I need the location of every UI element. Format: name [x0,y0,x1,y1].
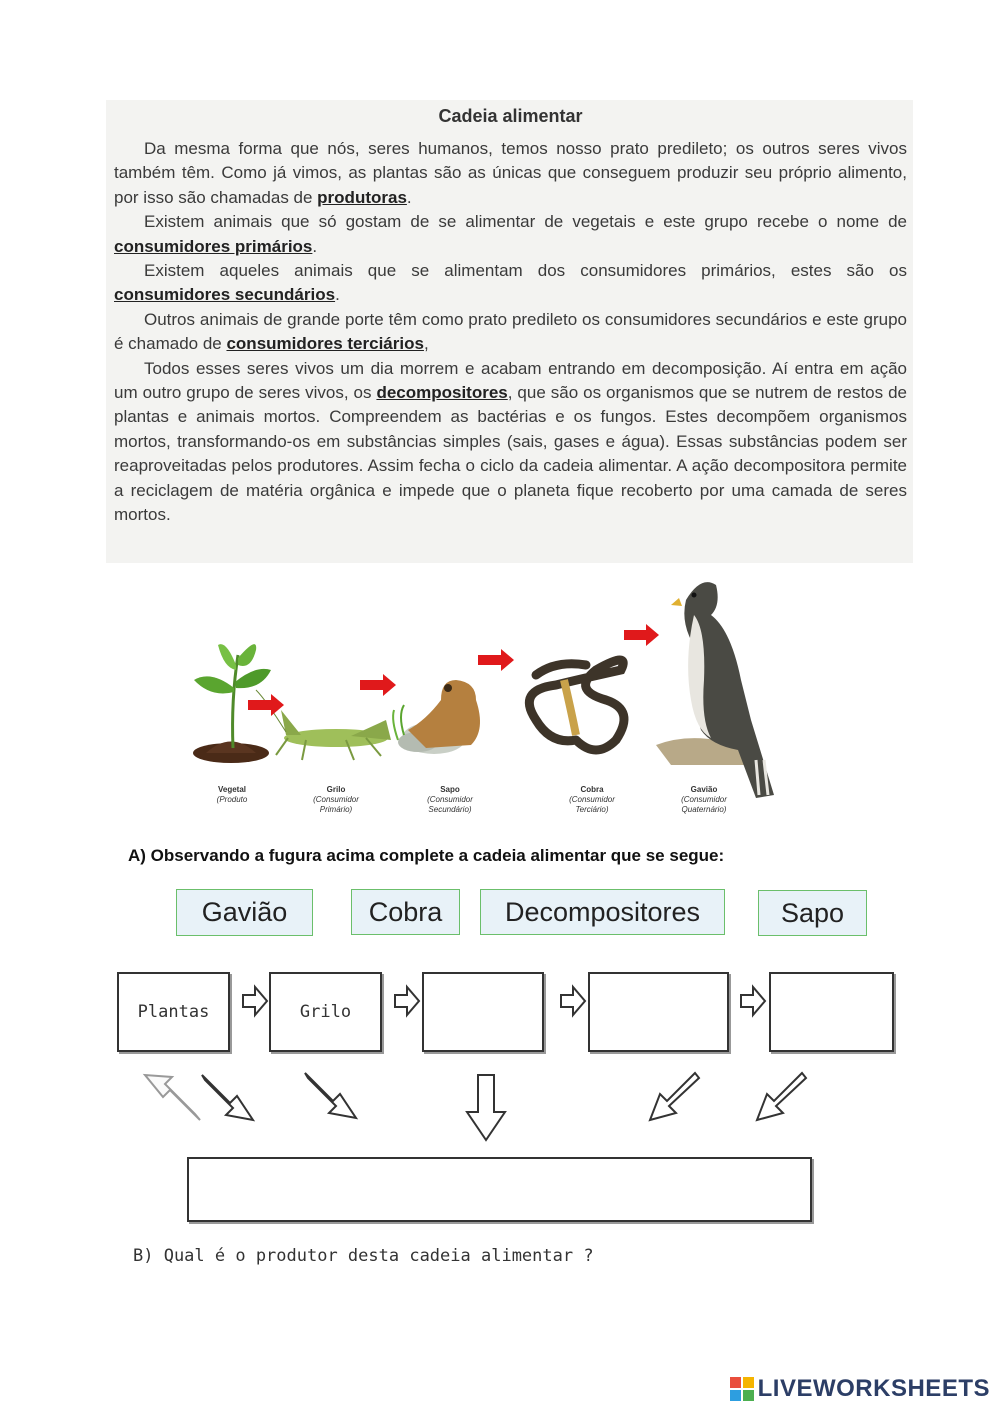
caption-sapo: Sapo (Consumidor Secundário) [427,785,473,814]
right-arrow-2-icon [395,987,419,1015]
frog-icon [393,680,480,754]
food-chain-figure [176,570,790,828]
right-arrow-3-icon [561,987,585,1015]
liveworksheets-icon [730,1377,754,1401]
right-arrow-4-icon [741,987,765,1015]
caption-cobra: Cobra (Consumidor Terciário) [569,785,615,814]
down-left-arrow-2-icon [757,1073,806,1120]
right-arrow-1-icon [243,987,267,1015]
paragraph-4: Outros animais de grande porte têm como prato predileto os consumidores secundários e este grupo é chamado de consumidores terciários, [114,309,907,354]
paragraph-1: Da mesma forma que nós, seres humanos, temos nosso prato predileto; os outros seres vivos também têm. Como já vimos, as plantas são as únicas que conseguem produzir seu próprio alimento, por isso são chamadas de produtoras. [114,139,907,207]
arrow-3-icon [478,649,514,671]
liveworksheets-logo [730,1375,990,1403]
caption-vegetal: Vegetal (Produto [216,785,248,804]
chain-arrows [0,960,1000,1160]
down-right-arrow-2-icon [305,1073,356,1118]
snake-icon [529,660,624,750]
arrow-4-icon [624,624,659,646]
down-left-arrow-1-icon [650,1073,699,1120]
answer-chip-decompositores[interactable]: Decompositores [480,889,725,935]
question-b: B) Qual é o produtor desta cadeia alimentar ? [133,1246,594,1266]
down-right-arrow-1-icon [202,1075,253,1120]
paragraph-3: Existem aqueles animais que se alimentam dos consumidores primários, estes são os consumidores secundários. [114,261,907,305]
paragraph-5: Todos esses seres vivos um dia morrem e acabam entrando em decomposição. Aí entra em ação um outro grupo de seres vivos, os decompositores, que são os organismos que se nutrem de restos de plantas e animais mortos. Compreendem as bactérias e os fungos. Estes decompõem organismos mortos, transformando-os em substâncias simples (sais, gases e água). Essas substâncias podem ser reaproveitadas pelos produtores. Assim fecha o ciclo da cadeia alimentar. A ação decompositora permite a reciclagem de matéria orgânica e impede que o planeta fique recoberto por uma camada de seres mortos. [114,358,907,525]
caption-gaviao: Gavião (Consumidor Quaternário) [681,785,727,814]
eagle-icon [656,582,774,798]
instruction-text: A) Observando a fugura acima complete a cadeia alimentar que se segue: [128,846,725,865]
up-left-arrow-icon [145,1075,200,1120]
answer-chip-sapo[interactable]: Sapo [758,890,867,936]
reading-passage [106,100,913,563]
chain-box-1-label: Plantas [137,1002,210,1022]
caption-grilo: Grilo (Consumidor Primário) [313,785,359,814]
answer-chip-cobra[interactable]: Cobra [351,889,460,935]
chain-box-2-label: Grilo [299,1002,352,1022]
paragraph-2: Existem animais que só gostam de se alimentar de vegetais e este grupo recebe o nome de consumidores primários. [114,212,907,256]
passage-title: Cadeia alimentar [438,106,583,126]
brand-text: LIVEWORKSHEETS [757,1375,990,1402]
arrow-2-icon [360,674,396,696]
arrow-1-icon [248,694,284,716]
drop-box-bottom[interactable] [187,1157,812,1222]
down-arrow-icon [467,1075,505,1140]
answer-chip-gaviao[interactable]: Gavião [176,889,313,936]
